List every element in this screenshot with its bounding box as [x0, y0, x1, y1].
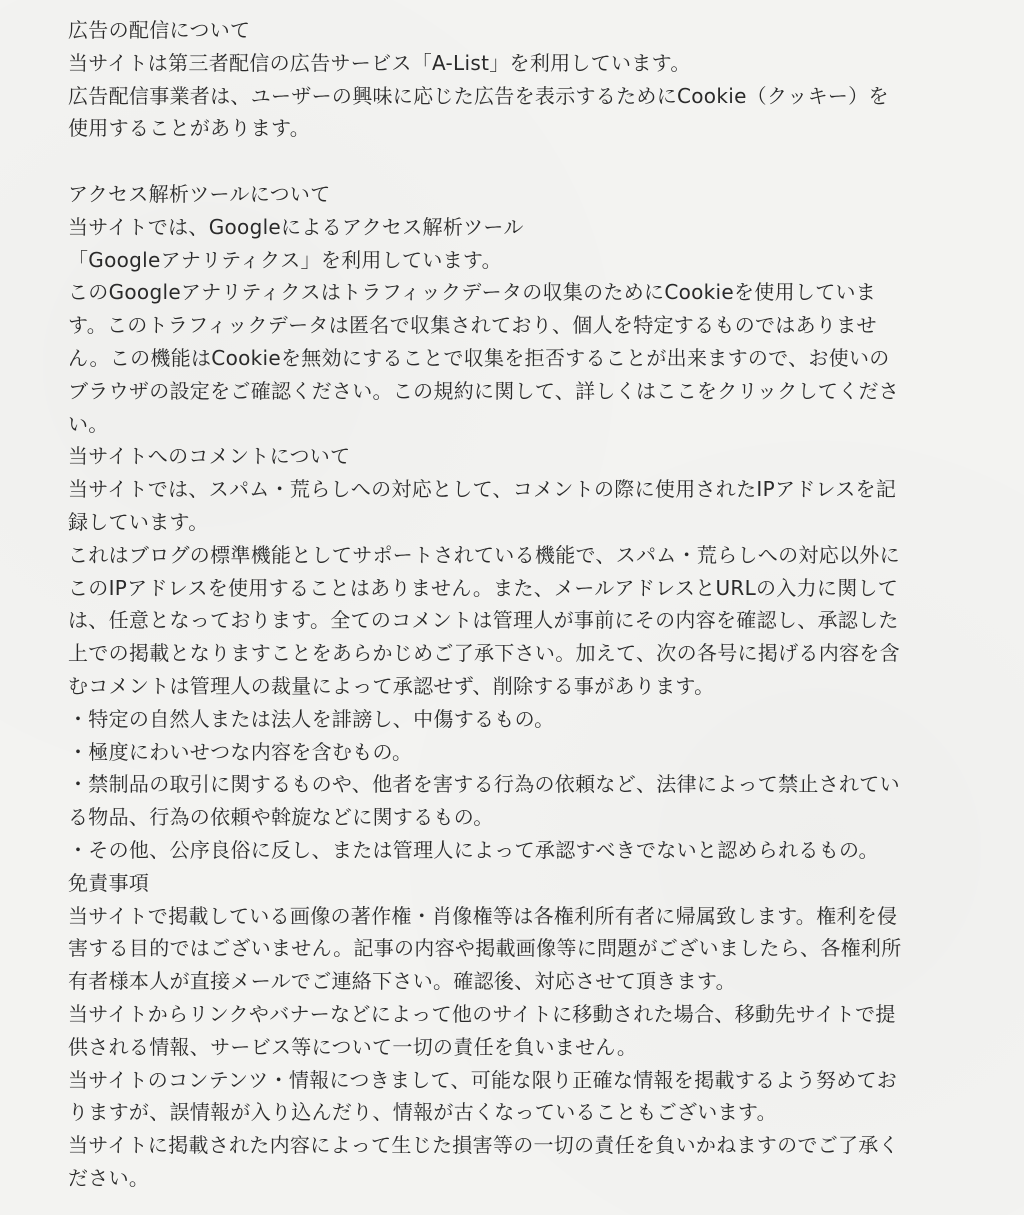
text-line: 当サイトは第三者配信の広告サービス「A-List」を利用しています。 — [68, 50, 691, 75]
list-item: ・極度にわいせつな内容を含むもの。 — [68, 739, 413, 764]
text-line: 上での掲載となりますことをあらかじめご了承下さい。加えて、次の各号に掲げる内容を含 — [68, 641, 900, 666]
list-item: ・特定の自然人または法人を誹謗し、中傷するもの。 — [68, 706, 555, 731]
list-item-continued: る物品、行為の依頼や斡旋などに関するもの。 — [68, 805, 494, 830]
text-line: 当サイトでは、Googleによるアクセス解析ツール — [68, 214, 524, 239]
text-line: 当サイトでは、スパム・荒らしへの対応として、コメントの際に使用されたIPアドレスを記 — [68, 477, 897, 502]
text-line: い。 — [68, 411, 109, 436]
text-line: 当サイトのコンテンツ・情報につきまして、可能な限り正確な情報を掲載するよう努めてお — [68, 1067, 898, 1092]
text-line: 使用することがあります。 — [68, 116, 310, 141]
text-line: は、任意となっております。全てのコメントは管理人が事前にその内容を確認し、承認した — [68, 608, 899, 633]
heading-comments: 当サイトへのコメントについて — [68, 444, 351, 469]
text-line: す。このトラフィックデータは匿名で収集されており、個人を特定するものではありませ — [68, 313, 877, 338]
text-line: 当サイトで掲載している画像の著作権・肖像権等は各権利所有者に帰属致します。権利を侵 — [68, 903, 898, 928]
text-line: 録しています。 — [68, 509, 209, 534]
text-line: このGoogleアナリティクスはトラフィックデータの収集のためにCookieを使用していま — [68, 280, 877, 305]
text-line: ださい。 — [68, 1165, 150, 1190]
text-line: ブラウザの設定をご確認ください。この規約に関して、詳しくはここをクリックしてくださ — [68, 378, 900, 403]
list-item: ・その他、公序良俗に反し、または管理人によって承認すべきでないと認められるもの。 — [68, 837, 879, 862]
text-line: 供される情報、サービス等について一切の責任を負いません。 — [68, 1034, 638, 1059]
list-item: ・禁制品の取引に関するものや、他者を害する行為の依頼など、法律によって禁止されてい — [68, 772, 900, 797]
heading-access-analytics: アクセス解析ツールについて — [68, 181, 331, 206]
text-line: 「Googleアナリティクス」を利用しています。 — [68, 247, 502, 272]
text-line: むコメントは管理人の裁量によって承認せず、削除する事があります。 — [68, 673, 715, 698]
text-line: ん。この機能はCookieを無効にすることで収集を拒否することが出来ますので、お使いの — [68, 345, 890, 370]
text-line: 害する目的ではございません。記事の内容や掲載画像等に問題がございましたら、各権利所 — [68, 936, 902, 961]
text-line: りますが、誤情報が入り込んだり、情報が古くなっていることもございます。 — [68, 1100, 777, 1125]
text-line: 当サイトに掲載された内容によって生じた損害等の一切の責任を負いかねますのでご了承く — [68, 1133, 899, 1158]
heading-disclaimer: 免責事項 — [68, 870, 150, 895]
text-line: 有者様本人が直接メールでご連絡下さい。確認後、対応させて頂きます。 — [68, 969, 736, 994]
text-line: 広告配信事業者は、ユーザーの興味に応じた広告を表示するためにCookie（クッキー）を — [68, 83, 889, 108]
text-line: このIPアドレスを使用することはありません。また、メールアドレスとURLの入力に関して — [68, 575, 899, 600]
text-line: 当サイトからリンクやバナーなどによって他のサイトに移動された場合、移動先サイトで提 — [68, 1001, 896, 1026]
text-line: これはブログの標準機能としてサポートされている機能で、スパム・荒らしへの対応以外に — [68, 542, 900, 567]
blank-line — [68, 145, 960, 178]
heading-ad-delivery: 広告の配信について — [68, 18, 251, 42]
